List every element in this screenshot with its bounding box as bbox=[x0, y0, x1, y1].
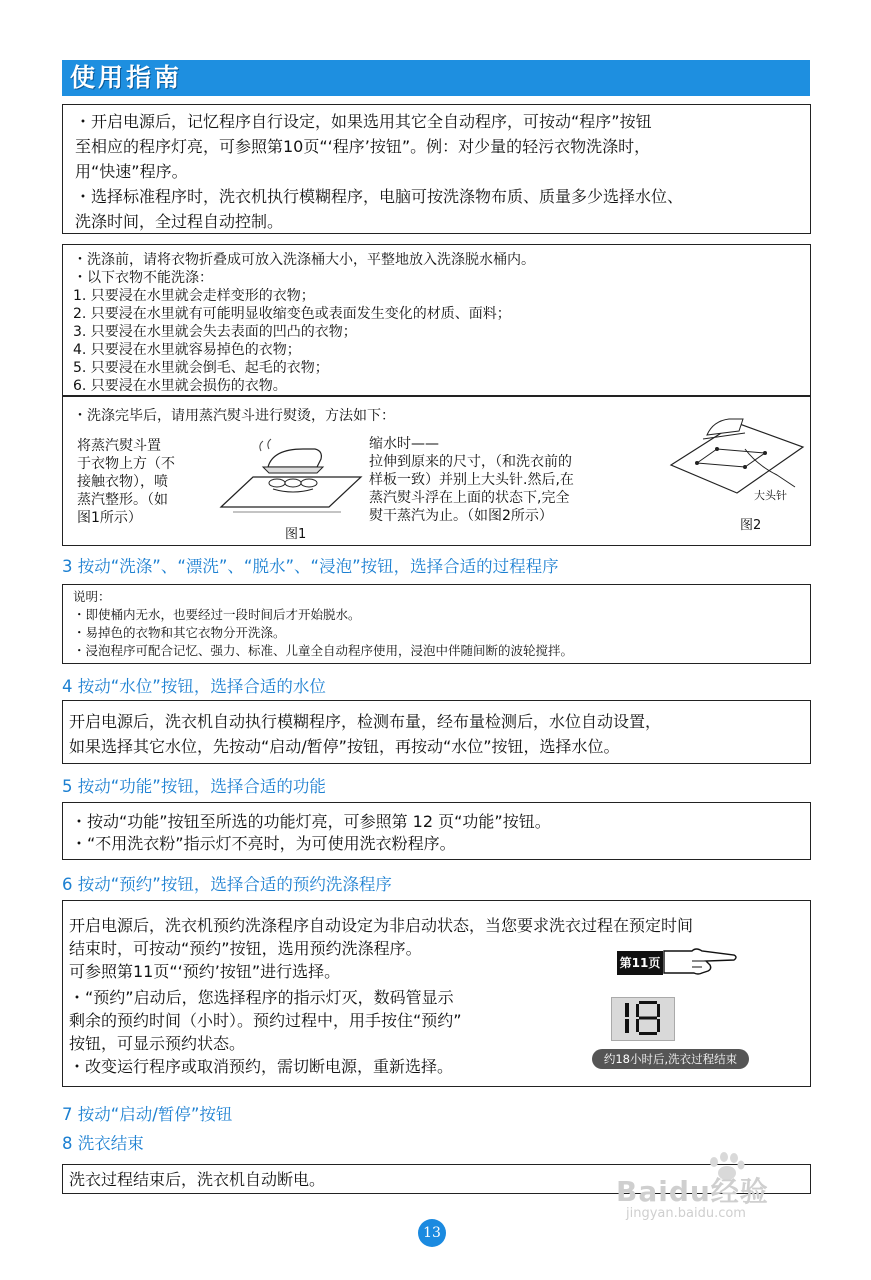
pin-label: 大头针 bbox=[754, 489, 787, 502]
ironing-mid-line: 样板一致）并别上大头针.然后,在 bbox=[369, 472, 574, 488]
note-line: 1. 只要浸在水里就会走样变形的衣物； bbox=[73, 288, 315, 304]
digit-display-segments bbox=[617, 1000, 667, 1036]
section-8-heading: 8 洗衣结束 bbox=[62, 1134, 144, 1153]
note-line: 4. 只要浸在水里就容易掉色的衣物； bbox=[73, 342, 301, 358]
section-3-line: ・即使桶内无水，也要经过一段时间后才开始脱水。 bbox=[73, 607, 361, 622]
figure-1-caption: 图1 bbox=[285, 527, 307, 542]
section-6-line: ・“预约”启动后，您选择程序的指示灯灭，数码管显示 bbox=[69, 988, 454, 1007]
note-line: 2. 只要浸在水里就有可能明显收缩变色或表面发生变化的材质、面料； bbox=[73, 306, 511, 322]
ironing-left-line: 于衣物上方（不 bbox=[77, 456, 175, 472]
note-line: ・以下衣物不能洗涤： bbox=[73, 270, 213, 286]
section-6-line: 按钮，可显示预约状态。 bbox=[69, 1034, 246, 1053]
intro-line: 用“快速”程序。 bbox=[75, 162, 188, 181]
ironing-box bbox=[62, 396, 811, 546]
section-6-line: 剩余的预约时间（小时）。预约过程中，用手按住“预约” bbox=[69, 1011, 462, 1030]
digit-display-value bbox=[640, 1014, 641, 1015]
section-7-heading: 7 按动“启动/暂停”按钮 bbox=[62, 1105, 233, 1124]
section-5-line: ・“不用洗衣粉”指示灯不亮时，为可使用洗衣粉程序。 bbox=[71, 834, 456, 853]
ironing-mid-line: 蒸汽熨斗浮在上面的状态下,完全 bbox=[369, 490, 570, 506]
ironing-mid-line: 熨干蒸汽为止。（如图2所示） bbox=[369, 508, 553, 524]
pointing-hand-icon bbox=[662, 945, 738, 979]
intro-line: ・选择标准程序时，洗衣机执行模糊程序，电脑可按洗涤物布质、质量多少选择水位、 bbox=[75, 187, 684, 206]
section-3-line: 说明： bbox=[73, 589, 111, 604]
ironing-left-line: 图1所示） bbox=[77, 510, 142, 526]
section-6-heading: 6 按动“预约”按钮，选择合适的预约洗涤程序 bbox=[62, 875, 392, 894]
section-4-heading: 4 按动“水位”按钮，选择合适的水位 bbox=[62, 677, 326, 696]
section-3-line: ・易掉色的衣物和其它衣物分开洗涤。 bbox=[73, 625, 286, 640]
intro-line: 洗涤时间，全过程自动控制。 bbox=[75, 212, 284, 231]
ironing-intro: ・洗涤完毕后，请用蒸汽熨斗进行熨烫，方法如下： bbox=[73, 408, 395, 424]
watermark bbox=[612, 1152, 802, 1224]
intro-line: ・开启电源后，记忆程序自行设定，如果选用其它全自动程序，可按动“程序”按钮 bbox=[75, 112, 652, 131]
page-number: 13 bbox=[418, 1219, 446, 1247]
display-note: 约18小时后,洗衣过程结束 bbox=[592, 1049, 749, 1069]
ironing-mid-line: 缩水时—— bbox=[369, 436, 439, 452]
section-6-line: 可参照第11页“‘预约’按钮”进行选择。 bbox=[69, 962, 341, 981]
section-6-line: 结束时，可按动“预约”按钮，选用预约洗涤程序。 bbox=[69, 939, 422, 958]
page-reference-label: 第11页 bbox=[617, 951, 663, 975]
section-5-heading: 5 按动“功能”按钮，选择合适的功能 bbox=[62, 777, 326, 796]
intro-line: 至相应的程序灯亮，可参照第10页“‘程序’按钮”。例：对少量的轻污衣物洗涤时， bbox=[75, 137, 651, 156]
iron-over-cloth-illustration bbox=[213, 437, 363, 523]
section-5-line: ・按动“功能”按钮至所选的功能灯亮，可参照第 12 页“功能”按钮。 bbox=[71, 812, 551, 831]
note-line: ・洗涤前，请将衣物折叠成可放入洗涤桶大小，平整地放入洗涤脱水桶内。 bbox=[73, 252, 535, 268]
page-title: 使用指南 bbox=[70, 63, 183, 92]
figure-2-caption: 图2 bbox=[740, 518, 762, 533]
section-6-line: 开启电源后，洗衣机预约洗涤程序自动设定为非启动状态，当您要求洗衣过程在预定时间 bbox=[69, 916, 694, 935]
ironing-left-line: 将蒸汽熨斗置 bbox=[77, 438, 161, 454]
section-4-line: 开启电源后，洗衣机自动执行模糊程序，检测布量，经布量检测后，水位自动设置， bbox=[69, 712, 662, 731]
section-8-line: 洗衣过程结束后，洗衣机自动断电。 bbox=[69, 1170, 326, 1189]
watermark-url: jingyan.baidu.com bbox=[626, 1206, 746, 1221]
ironing-left-line: 蒸汽整形。（如 bbox=[77, 492, 168, 508]
ironing-left-line: 接触衣物），喷 bbox=[77, 474, 168, 490]
section-3-heading: 3 按动“洗涤”、“漂洗”、“脱水”、“浸泡”按钮，选择合适的过程程序 bbox=[62, 557, 559, 576]
section-4-line: 如果选择其它水位，先按动“启动/暂停”按钮，再按动“水位”按钮，选择水位。 bbox=[69, 737, 620, 756]
ironing-mid-line: 拉伸到原来的尺寸，（和洗衣前的 bbox=[369, 454, 572, 470]
section-3-box bbox=[62, 584, 811, 664]
section-3-line: ・浸泡程序可配合记忆、强力、标准、儿童全自动程序使用，浸泡中伴随间断的波轮搅拌。 bbox=[73, 643, 574, 658]
section-6-line: ・改变运行程序或取消预约，需切断电源，重新选择。 bbox=[69, 1057, 454, 1076]
watermark-brand: Baidu经验 bbox=[616, 1175, 769, 1208]
section-4-box bbox=[62, 700, 811, 764]
note-line: 6. 只要浸在水里就会损伤的衣物。 bbox=[73, 378, 287, 394]
note-line: 5. 只要浸在水里就会倒毛、起毛的衣物； bbox=[73, 360, 329, 376]
washing-notes-box bbox=[62, 244, 811, 396]
section-5-box bbox=[62, 802, 811, 860]
intro-box bbox=[62, 104, 811, 234]
note-line: 3. 只要浸在水里就会失去表面的凹凸的衣物； bbox=[73, 324, 357, 340]
